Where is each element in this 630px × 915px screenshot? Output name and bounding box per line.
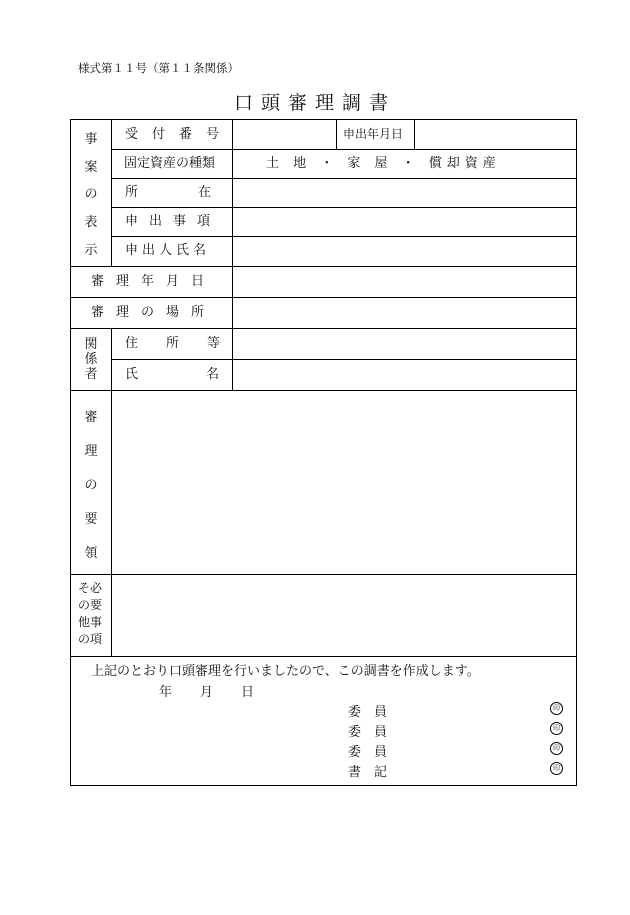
hearing-date-label: 審理年月日 <box>91 274 217 289</box>
other-label-line: の要 <box>78 598 103 612</box>
seal-icon: 印 <box>550 762 563 775</box>
rule <box>71 574 577 575</box>
rule <box>111 178 577 179</box>
rule <box>71 297 577 298</box>
signature-role: 委 員 <box>348 745 388 760</box>
application-date-label: 申出年月日 <box>343 127 404 141</box>
parties-label <box>71 332 111 386</box>
label-char: 表 <box>84 215 98 231</box>
applicant-name-field[interactable] <box>234 239 574 264</box>
summary-label <box>71 398 111 568</box>
receipt-number-label: 受付番号 <box>125 127 234 142</box>
rule <box>71 328 577 329</box>
party-address-label: 住所等 <box>125 336 249 351</box>
rule <box>71 266 577 267</box>
rule <box>111 236 577 237</box>
matters-label: 申出事項 <box>125 214 222 229</box>
footer-statement: 上記のとおり口頭審理を行いましたので、この調書を作成します。 <box>91 664 480 679</box>
other-field[interactable] <box>113 577 574 653</box>
rule <box>111 328 112 390</box>
party-name-field[interactable] <box>234 362 574 388</box>
page-title: 口頭審理調書 <box>233 92 396 114</box>
matters-field[interactable] <box>234 209 574 234</box>
rule <box>111 390 112 656</box>
footer-year: 年 <box>159 685 173 700</box>
other-label-line: の項 <box>78 632 103 646</box>
label-char: 者 <box>84 366 98 382</box>
case-section-label <box>71 124 111 262</box>
footer-day: 日 <box>241 685 255 700</box>
location-field[interactable] <box>234 180 574 205</box>
label-char: の <box>84 477 98 493</box>
label-char: の <box>84 187 98 203</box>
seal-icon: 印 <box>550 742 563 755</box>
seal-icon: 印 <box>550 722 563 735</box>
rule <box>111 207 577 208</box>
hearing-date-field[interactable] <box>234 269 574 295</box>
signature-role: 書 記 <box>348 765 388 780</box>
location-label <box>125 185 272 200</box>
rule <box>414 120 415 149</box>
label-char: 案 <box>84 159 98 175</box>
hearing-place-label: 審理の場所 <box>91 305 217 320</box>
rule <box>71 390 577 391</box>
receipt-number-field[interactable] <box>234 122 334 147</box>
rule <box>111 120 112 266</box>
rule <box>336 120 337 149</box>
label-char: 要 <box>84 511 98 527</box>
summary-field[interactable] <box>113 393 574 571</box>
asset-type-label: 固定資産の種類 <box>124 156 216 171</box>
party-address-field[interactable] <box>234 331 574 357</box>
application-date-field[interactable] <box>416 122 574 147</box>
rule <box>111 149 577 150</box>
footer-month: 月 <box>200 685 214 700</box>
location-label-text: 所在 <box>125 185 272 200</box>
rule <box>111 359 577 360</box>
other-label-line: そ必 <box>78 581 103 595</box>
signature-role: 委 員 <box>348 725 388 740</box>
label-char: 事 <box>84 132 98 148</box>
seal-icon: 印 <box>550 702 563 715</box>
label-char: 示 <box>84 242 98 258</box>
label-char: 理 <box>84 443 98 459</box>
party-name-label: 氏名 <box>125 367 288 382</box>
rule <box>71 656 577 657</box>
applicant-name-label: 申出人氏名 <box>125 243 211 258</box>
form-id: 様式第１１号（第１１条関係） <box>78 61 239 75</box>
label-char: 領 <box>84 545 98 561</box>
label-char: 係 <box>84 351 98 367</box>
label-char: 関 <box>84 336 98 352</box>
form-frame <box>70 119 577 786</box>
signature-role: 委 員 <box>348 705 388 720</box>
other-label-line: 他事 <box>78 615 103 629</box>
other-label <box>78 580 102 648</box>
label-char: 審 <box>84 409 98 425</box>
asset-type-options[interactable]: 土 地 ・ 家 屋 ・ 償却資産 <box>266 156 501 171</box>
hearing-place-field[interactable] <box>234 300 574 326</box>
